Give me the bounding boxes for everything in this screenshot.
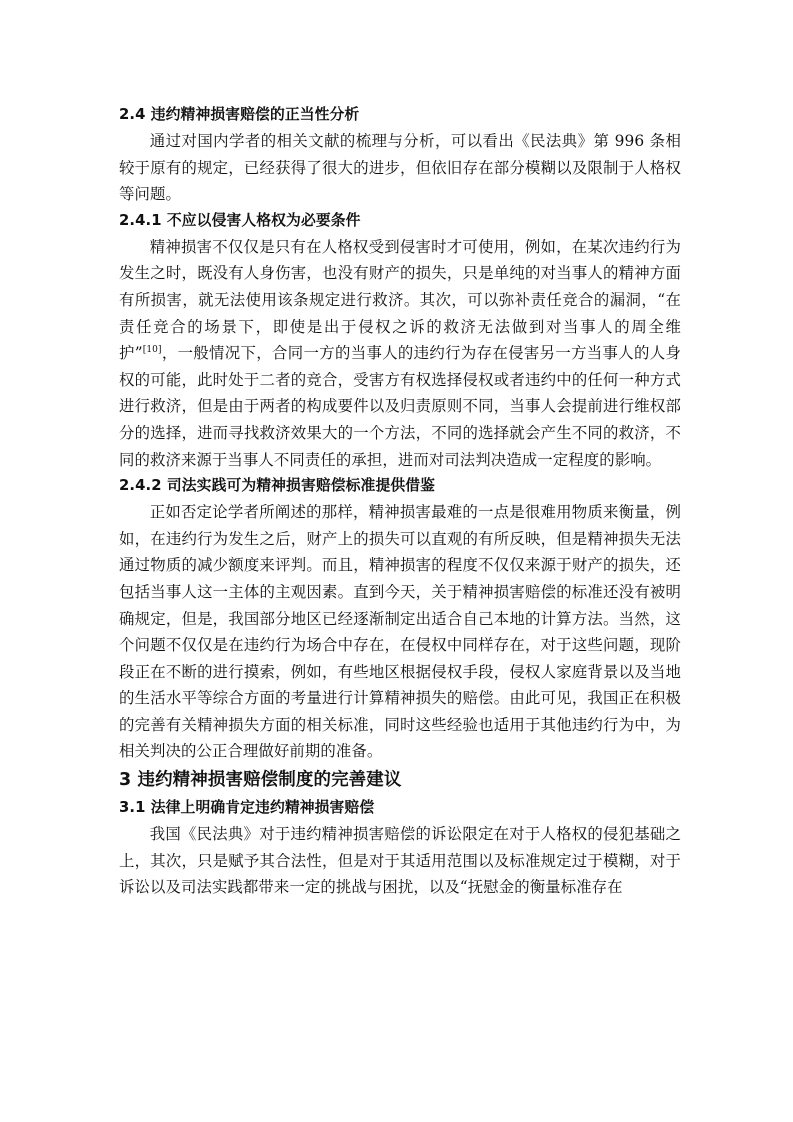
paragraph-3-1: 我国《民法典》对于违约精神损害赔偿的诉讼限定在对于人格权的侵犯基础之上，其次，只是赋予其合法性，但是对于其适用范围以及标准规定过于模糊，对于诉讼以及司法实践都带来一定的挑战与困扰，以及“抚慰金的衡量标准存在	[119, 825, 681, 897]
paragraph-2-4: 通过对国内学者的相关文献的梳理与分析，可以看出《民法典》第 996 条相较于原有的规定，已经获得了很大的进步，但依旧存在部分模糊以及限制于人格权等问题。	[119, 132, 681, 204]
citation-10: [10]	[142, 345, 162, 356]
paragraph-2-4-1	[119, 234, 681, 473]
paragraph-2-4-1-part2: ，一般情况下，合同一方的当事人的违约行为存在侵害另一方当事人的人身权的可能，此时处于二者的竞合，受害方有权选择侵权或者违约中的任何一种方式进行救济，但是由于两者的构成要件以及归责原则不同，当事人会提前进行维权部分的选择，进而寻找救济效果大的一个方法，不同的选择就会产生不同的救济，不同的救济来源于当事人不同责任的承担，进而对司法判决造成一定程度的影响。	[119, 344, 681, 469]
heading-2-4-1: 2.4.1 不应以侵害人格权为必要条件	[119, 211, 361, 229]
heading-2-4-2: 2.4.2 司法实践可为精神损害赔偿标准提供借鉴	[119, 477, 436, 495]
paragraph-2-4-2: 正如否定论学者所阐述的那样，精神损害最难的一点是很难用物质来衡量，例如，在违约行为发生之后，财产上的损失可以直观的有所反映，但是精神损失无法通过物质的减少额度来评判。而且，精神损害的程度不仅仅来源于财产的损失，还包括当事人这一主体的主观因素。直到今天，关于精神损害赔偿的标准还没有被明确规定，但是，我国部分地区已经逐渐制定出适合自己本地的计算方法。当然，这个问题不仅仅是在违约行为场合中存在，在侵权中同样存在，对于这些问题，现阶段正在不断的进行摸索，例如，有些地区根据侵权手段，侵权人家庭背景以及当地的生活水平等综合方面的考量进行计算精神损失的赔偿。由此可见，我国正在积极的完善有关精神损失方面的相关标准，同时这些经验也适用于其他违约行为中，为相关判决的公正合理做好前期的准备。	[119, 503, 681, 761]
document-body	[119, 102, 681, 901]
heading-3: 3 违约精神损害赔偿制度的完善建议	[119, 770, 402, 791]
heading-2-4: 2.4 违约精神损害赔偿的正当性分析	[119, 106, 360, 123]
heading-3-1: 3.1 法律上明确肯定违约精神损害赔偿	[119, 799, 375, 817]
paragraph-2-4-1-part1: 精神损害不仅仅是只有在人格权受到侵害时才可使用，例如，在某次违约行为发生之时，既没有人身伤害，也没有财产的损失，只是单纯的对当事人的精神方面有所损害，就无法使用该条规定进行救济。其次，可以弥补责任竞合的漏洞，“在责任竞合的场景下，即使是出于侵权之诉的救济无法做到对当事人的周全维护”	[119, 237, 681, 363]
